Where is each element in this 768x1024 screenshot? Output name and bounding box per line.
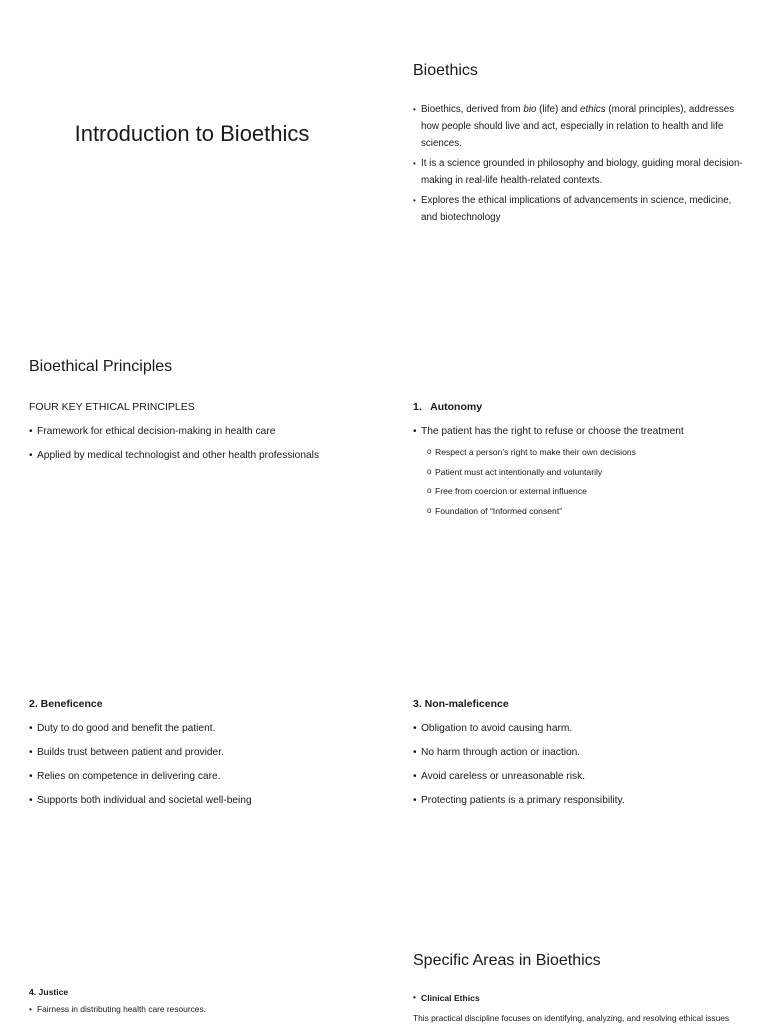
slide-specific-areas bbox=[384, 891, 768, 1024]
list-item-text: Applied by medical technologist and other health professionals bbox=[37, 450, 320, 461]
list-item bbox=[413, 721, 750, 737]
bullet-icon: • bbox=[413, 771, 417, 782]
sub-bullet-icon: o bbox=[427, 466, 432, 476]
italic-term: ethics bbox=[580, 104, 606, 115]
list-item bbox=[413, 424, 750, 440]
bullet-icon: • bbox=[413, 993, 416, 1002]
slide-title: Bioethics bbox=[413, 62, 478, 79]
list-item bbox=[29, 1003, 366, 1015]
list-item-text: No harm through action or inaction. bbox=[421, 747, 581, 758]
bullet-icon: • bbox=[413, 159, 416, 168]
slide-principles bbox=[0, 297, 384, 594]
slide-nonmaleficence bbox=[384, 594, 768, 891]
slide-heading: 4. Justice bbox=[29, 987, 69, 997]
slide-subheading: FOUR KEY ETHICAL PRINCIPLES bbox=[29, 401, 195, 413]
list-item-text: Foundation of “Informed consent” bbox=[435, 505, 563, 516]
list-item-text: Relies on competence in delivering care. bbox=[37, 771, 221, 782]
slide-intro bbox=[0, 0, 384, 297]
bullet-icon: • bbox=[413, 747, 417, 758]
bullet-icon: • bbox=[413, 105, 416, 114]
sub-bullet-icon: o bbox=[427, 486, 432, 495]
list-item-text: The patient has the right to refuse or choose the treatment bbox=[421, 426, 684, 437]
slide-paragraph: This practical discipline focuses on identifying, analyzing, and resolving ethical issues bbox=[413, 1013, 730, 1023]
list-item bbox=[29, 769, 366, 785]
sub-list-item bbox=[427, 446, 750, 458]
list-item-text: Builds trust between patient and provider. bbox=[37, 747, 224, 758]
sub-list-item bbox=[427, 485, 750, 497]
bullet-list bbox=[413, 424, 750, 440]
list-item bbox=[29, 721, 366, 737]
list-item-text: Duty to do good and benefit the patient. bbox=[37, 723, 216, 734]
subheading-text: Clinical Ethics bbox=[421, 993, 480, 1003]
list-item bbox=[29, 424, 366, 440]
bullet-icon: • bbox=[29, 747, 33, 758]
text-segment: (life) and bbox=[536, 104, 581, 115]
sub-bullet-icon: o bbox=[427, 505, 432, 515]
list-item bbox=[413, 155, 750, 189]
list-item-text: Explores the ethical implications of advancements in science, medicine, and biotechnology bbox=[421, 195, 732, 223]
slide-justice bbox=[0, 891, 384, 1024]
sub-list-item bbox=[427, 466, 750, 478]
slide-heading: 3. Non-maleficence bbox=[413, 698, 509, 710]
bullet-icon: • bbox=[29, 795, 33, 806]
bullet-list bbox=[29, 1003, 366, 1015]
list-item bbox=[413, 745, 750, 761]
slide-heading: 1. Autonomy bbox=[413, 401, 483, 413]
list-item-text: Respect a person’s right to make their own decisions bbox=[435, 447, 636, 457]
bullet-list bbox=[413, 721, 750, 817]
slide-subheading bbox=[413, 993, 480, 1003]
list-item-text: Supports both individual and societal well-being bbox=[37, 795, 252, 806]
list-item bbox=[413, 769, 750, 785]
bullet-icon: • bbox=[29, 771, 33, 782]
bullet-icon: • bbox=[29, 723, 33, 734]
slide-heading: 2. Beneficence bbox=[29, 698, 103, 710]
list-item-text: Avoid careless or unreasonable risk. bbox=[421, 771, 586, 782]
bullet-icon: • bbox=[413, 196, 416, 205]
bullet-list bbox=[29, 424, 366, 472]
list-item-text: Fairness in distributing health care resources. bbox=[37, 1004, 206, 1014]
list-item-text: Obligation to avoid causing harm. bbox=[421, 723, 573, 734]
sub-bullet-list bbox=[427, 446, 750, 524]
list-item-text: Free from coercion or external influence bbox=[435, 486, 587, 496]
text-segment: Bioethics, derived from bbox=[421, 104, 524, 115]
intro-title: Introduction to Bioethics bbox=[74, 121, 310, 146]
slide-autonomy bbox=[384, 297, 768, 594]
bullet-icon: • bbox=[413, 426, 417, 437]
list-item bbox=[413, 192, 750, 226]
list-item bbox=[29, 448, 366, 464]
bullet-icon: • bbox=[29, 426, 33, 437]
slide-bioethics bbox=[384, 0, 768, 297]
slide-title: Bioethical Principles bbox=[29, 358, 173, 375]
list-item-text: It is a science grounded in philosophy and biology, guiding moral decision-making in real-life health-related contexts. bbox=[421, 158, 743, 186]
list-item bbox=[29, 793, 366, 809]
bullet-icon: • bbox=[413, 723, 417, 734]
list-item bbox=[413, 793, 750, 809]
bullet-icon: • bbox=[413, 795, 417, 806]
list-item-text: Framework for ethical decision-making in health care bbox=[37, 426, 276, 437]
sub-list-item bbox=[427, 505, 750, 517]
text-segment: (moral principles), addresses how people should live and act, especially in relation to health and life sciences. bbox=[421, 104, 735, 149]
list-item-text: Patient must act intentionally and voluntarily bbox=[435, 466, 603, 477]
list-item bbox=[413, 101, 750, 152]
bullet-list bbox=[29, 721, 366, 817]
list-item bbox=[29, 745, 366, 761]
list-item-text: Protecting patients is a primary responsibility. bbox=[421, 795, 625, 806]
italic-term: bio bbox=[523, 104, 537, 115]
bullet-icon: • bbox=[29, 1004, 32, 1014]
bullet-list bbox=[413, 101, 750, 229]
slide-title: Specific Areas in Bioethics bbox=[413, 952, 601, 969]
bullet-icon: • bbox=[29, 450, 33, 461]
slide-beneficence bbox=[0, 594, 384, 891]
sub-bullet-icon: o bbox=[427, 447, 432, 456]
